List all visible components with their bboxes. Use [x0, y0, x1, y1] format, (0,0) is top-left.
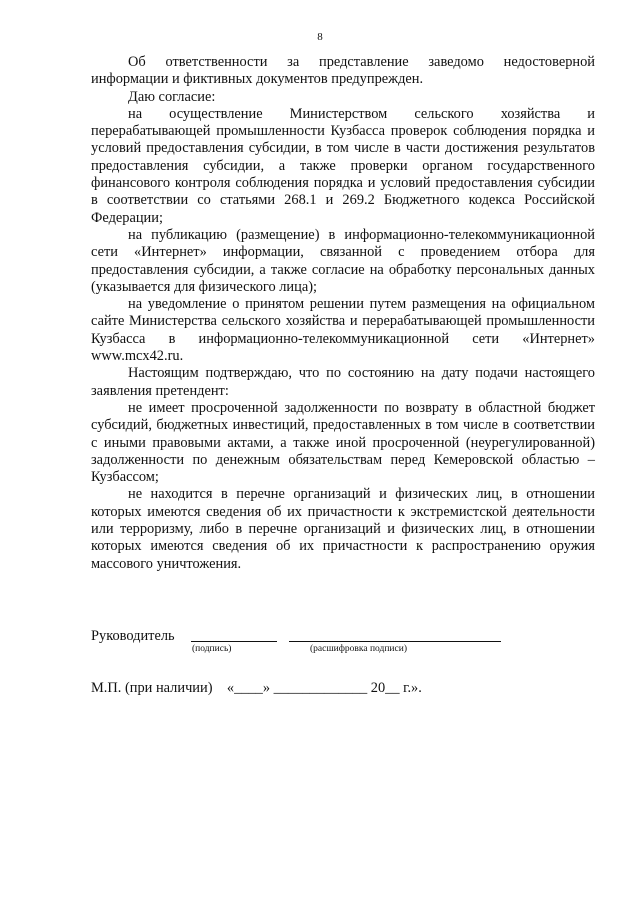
paragraph-consent-inspections: на осуществление Министерством сельского хозяйства и перерабатывающей промышленности Кузбасса проверок соблюдения порядка и условий предоставления субсидии, в том числе в части достижения результатов предоставления субсидии, а также проверки органом государственного финансового контроля соблюдения порядка и условий предоставления субсидии в соответствии со статьями 268.1 и 269.2 Бюджетного кодекса Российской Федерации;	[91, 105, 595, 226]
paragraph-consent-publication: на публикацию (размещение) в информационно-телекоммуникационной сети «Интернет» информации, связанной с проведением отбора для предоставления субсидии, а также согласие на обработку персональных данных (указывается для физического лица);	[91, 226, 595, 295]
paragraph-not-listed: не находится в перечне организаций и физических лиц, в отношении которых имеются сведения об их причастности к экстремистской деятельности или терроризму, либо в перечне организаций и физических лиц, в отношении которых имеются сведения об их причастности к распространению оружия массового уничтожения.	[91, 486, 595, 572]
paragraph-consent-notification: на уведомление о принятом решении путем размещения на официальном сайте Министерства сельского хозяйства и перерабатывающей промышленности Кузбасса в информационно-телекоммуникационной сети «Интернет» www.mcx42.ru.	[91, 296, 595, 365]
signature-caption: (подпись)	[192, 644, 232, 654]
paragraph-confirmation: Настоящим подтверждаю, что по состоянию на дату подачи настоящего заявления претендент:	[91, 365, 595, 399]
paragraph-no-debt: не имеет просроченной задолженности по возврату в областной бюджет субсидий, бюджетных инвестиций, предоставленных в том числе в соответствии с иными правовыми актами, а также иной просроченной (неурегулированной) задолженности по денежным обязательствам перед Кемеровской областью – Кузбассом;	[91, 399, 595, 486]
signature-transcript-line	[289, 641, 501, 642]
body-text	[91, 54, 595, 573]
paragraph-responsibility: Об ответственности за представление заведомо недостоверной информации и фиктивных документов предупрежден.	[91, 54, 595, 88]
paragraph-consent-heading: Даю согласие:	[128, 88, 216, 105]
stamp-date-line	[91, 680, 422, 697]
signature-role: Руководитель	[91, 628, 175, 644]
signature-line	[191, 641, 277, 642]
page-number: 8	[317, 31, 323, 43]
signature-transcript-caption: (расшифровка подписи)	[310, 644, 407, 654]
stamp-date-text: М.П. (при наличии) «____» _____________ 20__ г.».	[91, 680, 422, 696]
